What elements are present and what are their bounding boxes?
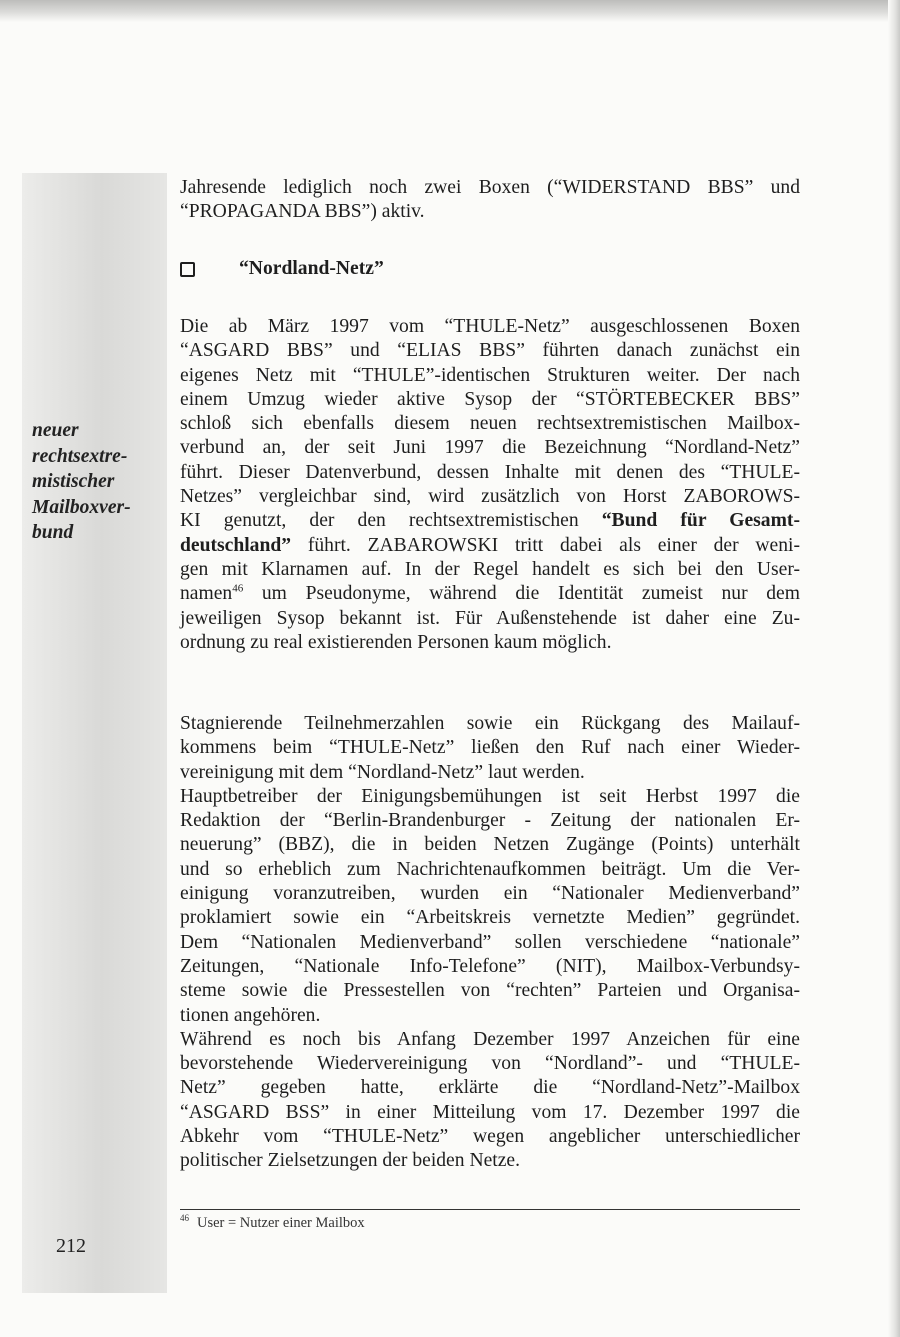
text-line: “ASGARD BSS” in einer Mitteilung vom 17. Dezember 1997 die (180, 1101, 800, 1123)
text-fragment: KI genutzt, der den rechtsextremistischen (180, 510, 602, 532)
section-heading (180, 255, 384, 283)
text-line: neuerung” (BBZ), die in beiden Netzen Zugänge (Points) unterhält (180, 834, 800, 856)
margin-note-line: rechtsextre- (32, 445, 128, 467)
text-line: schloß sich ebenfalls diesem neuen rechtsextremistischen Mailbox- (180, 413, 800, 435)
text-line: Dem “Nationalen Medienverband” sollen verschiedene “nationale” (180, 931, 800, 953)
footnote (180, 1213, 365, 1232)
text-line: Redaktion der “Berlin-Brandenburger - Zeitung der nationalen Er- (180, 810, 800, 832)
text-line: “PROPAGANDA BBS”) aktiv. (180, 201, 425, 223)
paragraph-nordland (180, 315, 800, 655)
margin-note-line: Mailboxver- (32, 496, 131, 518)
margin-note (32, 418, 160, 546)
page-number: 212 (56, 1235, 86, 1257)
text-line: ordnung zu real existierenden Personen kaum möglich. (180, 631, 612, 653)
text-line (180, 509, 800, 533)
footnote-text: User = Nutzer einer Mailbox (197, 1214, 365, 1231)
text-line: politischer Zielsetzungen der beiden Netze. (180, 1150, 521, 1172)
text-line: Jahresende lediglich noch zwei Boxen (“WIDERSTAND BBS” und (180, 177, 800, 198)
section-heading-text: “Nordland-Netz” (239, 258, 384, 279)
intro-paragraph (180, 176, 800, 225)
text-line: “ASGARD BBS” und “ELIAS BBS” führten danach zunächst ein (180, 340, 800, 362)
text-fragment: führt. ZABAROWSKI tritt dabei als einer der weni- (291, 534, 800, 556)
text-line: Während es noch bis Anfang Dezember 1997 Anzeichen für eine (180, 1028, 800, 1050)
text-line: kommens beim “THULE-Netz” ließen den Ruf nach einer Wieder- (180, 737, 800, 759)
text-line: tionen angehören. (180, 1004, 321, 1026)
text-line: einem Umzug wieder aktive Sysop der “STÖRTEBECKER BBS” (180, 388, 800, 410)
text-line: verbund an, der seit Juni 1997 die Bezeichnung “Nordland-Netz” (180, 437, 800, 459)
paragraph-wiedervereinigung (180, 712, 800, 1174)
text-line: eigenes Netz mit “THULE”-identischen Strukturen weiter. Der nach (180, 364, 800, 386)
checkbox-bullet-icon (180, 262, 195, 277)
margin-note-line: neuer (32, 420, 79, 441)
footnote-divider (180, 1209, 800, 1210)
text-line: gen mit Klarnamen auf. In der Regel handelt es sich bei den User- (180, 558, 800, 580)
text-line: Netz” gegeben hatte, erklärte die “Nordland-Netz”-Mailbox (180, 1077, 800, 1099)
text-line: Hauptbetreiber der Einigungsbemühungen ist seit Herbst 1997 die (180, 785, 800, 807)
text-line: Stagnierende Teilnehmerzahlen sowie ein Rückgang des Mailauf- (180, 713, 800, 734)
text-line (180, 582, 800, 606)
bold-organization-name: deutschland” (180, 534, 292, 556)
footnote-number: 46 (180, 1213, 189, 1223)
scan-shadow-top (0, 0, 900, 22)
margin-sidebar (22, 173, 167, 1293)
text-line: und so erheblich zum Nachrichtenaufkommen beiträgt. Um die Ver- (180, 858, 800, 880)
footnote-reference: 46 (232, 582, 244, 595)
text-line: Zeitungen, “Nationale Info-Telefone” (NIT), Mailbox-Verbundsy- (180, 955, 800, 977)
text-line: einigung voranzutreiben, wurden ein “Nationaler Medienverband” (180, 883, 800, 905)
bold-organization-name: “Bund für Gesamt- (601, 510, 800, 532)
scan-shadow-right (888, 0, 900, 1337)
text-line: Netzes” vergleichbar sind, wird zusätzlich von Horst ZABOROWS- (180, 486, 800, 508)
margin-note-line: mistischer (32, 471, 115, 492)
text-line (180, 534, 800, 558)
text-fragment: namen (180, 583, 233, 605)
margin-note-line: bund (32, 522, 74, 543)
text-line: proklamiert sowie ein “Arbeitskreis vernetzte Medien” gegründet. (180, 907, 800, 929)
text-line: Abkehr vom “THULE-Netz” wegen angeblicher unterschiedlicher (180, 1126, 800, 1148)
text-line: Die ab März 1997 vom “THULE-Netz” ausgeschlossenen Boxen (180, 316, 800, 337)
text-line: bevorstehende Wiedervereinigung von “Nordland”- und “THULE- (180, 1053, 800, 1075)
text-line: jeweiligen Sysop bekannt ist. Für Außenstehende ist daher eine Zu- (180, 607, 800, 629)
text-line: steme sowie die Pressestellen von “rechten” Parteien und Organisa- (180, 980, 800, 1002)
text-line: vereinigung mit dem “Nordland-Netz” laut werden. (180, 761, 585, 783)
text-line: führt. Dieser Datenverbund, dessen Inhalte mit denen des “THULE- (180, 461, 800, 483)
text-fragment: um Pseudonyme, während die Identität zumeist nur dem (243, 583, 800, 605)
